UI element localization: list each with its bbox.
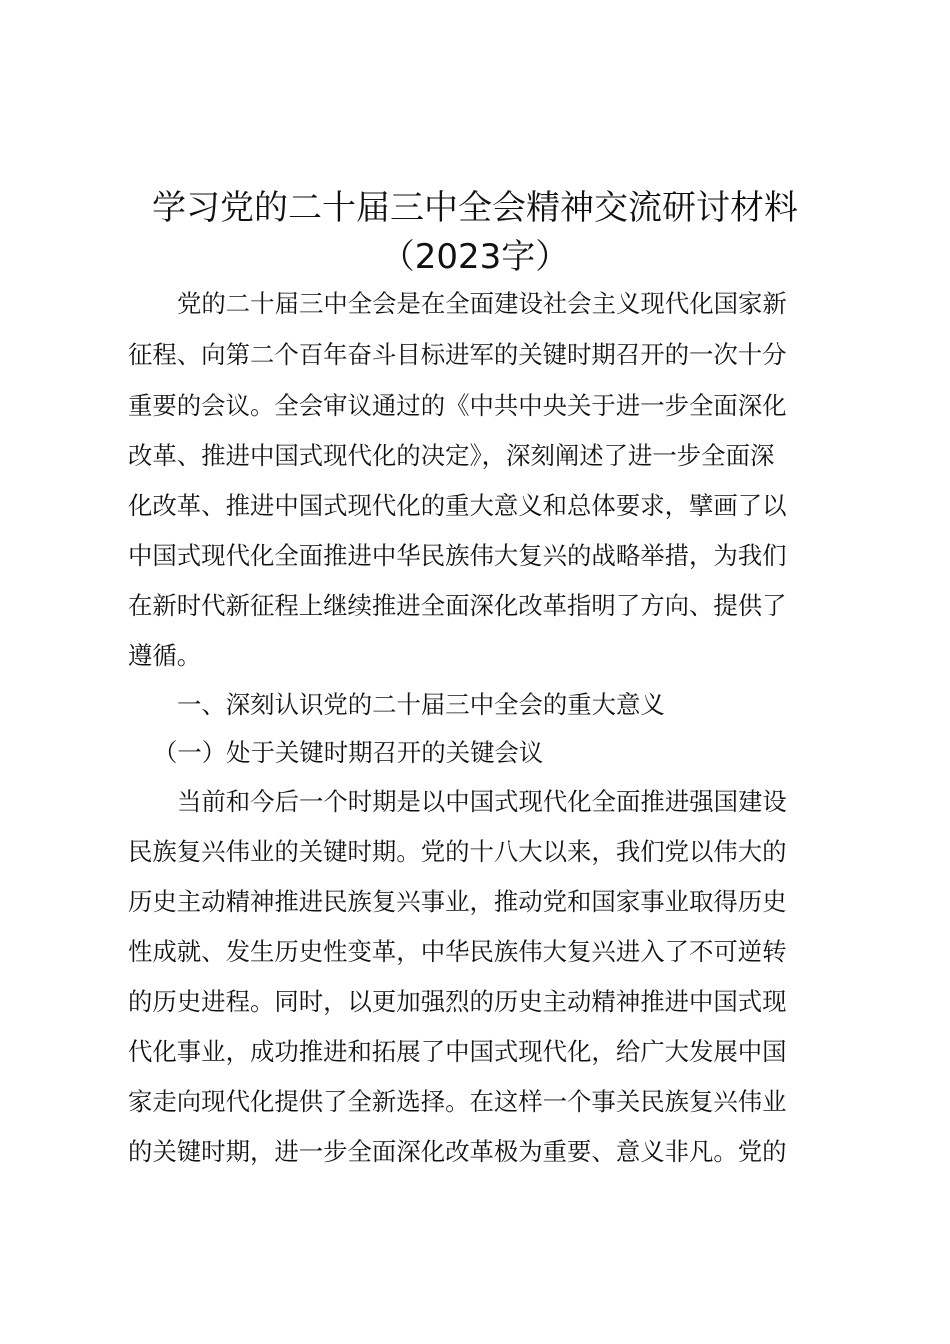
paragraph-line: 党的二十届三中全会是在全面建设社会主义现代化国家新 xyxy=(177,289,787,318)
paragraph-line: 的关键时期，进一步全面深化改革极为重要、意义非凡。党的 xyxy=(128,1137,787,1166)
paragraph-line: 征程、向第二个百年奋斗目标进军的关键时期召开的一次十分 xyxy=(128,340,787,369)
document-title: 学习党的二十届三中全会精神交流研讨材料 xyxy=(152,188,798,228)
paragraph-line: 化改革、推进中国式现代化的重大意义和总体要求，擘画了以 xyxy=(128,491,787,520)
subsection-heading: （一）处于关键时期召开的关键会议 xyxy=(153,738,544,767)
paragraph-line: 改革、推进中国式现代化的决定》，深刻阐述了进一步全面深 xyxy=(128,441,775,470)
paragraph-line: 重要的会议。全会审议通过的《中共中央关于进一步全面深化 xyxy=(128,391,787,420)
paragraph-line: 遵循。 xyxy=(128,641,202,670)
paragraph-line: 当前和今后一个时期是以中国式现代化全面推进强国建设 xyxy=(177,787,787,816)
paragraph-line: 家走向现代化提供了全新选择。在这样一个事关民族复兴伟业 xyxy=(128,1087,787,1116)
document-title-wordcount: （2023字） xyxy=(380,237,570,277)
section-heading: 一、深刻认识党的二十届三中全会的重大意义 xyxy=(177,690,665,719)
paragraph-line: 在新时代新征程上继续推进全面深化改革指明了方向、提供了 xyxy=(128,591,787,620)
paragraph-line: 性成就、发生历史性变革，中华民族伟大复兴进入了不可逆转 xyxy=(128,937,787,966)
paragraph-line: 历史主动精神推进民族复兴事业，推动党和国家事业取得历史 xyxy=(128,887,787,916)
paragraph-line: 代化事业，成功推进和拓展了中国式现代化，给广大发展中国 xyxy=(128,1037,787,1066)
paragraph-line: 中国式现代化全面推进中华民族伟大复兴的战略举措，为我们 xyxy=(128,541,787,570)
paragraph-line: 民族复兴伟业的关键时期。党的十八大以来，我们党以伟大的 xyxy=(128,837,787,866)
paragraph-line: 的历史进程。同时，以更加强烈的历史主动精神推进中国式现 xyxy=(128,987,787,1016)
